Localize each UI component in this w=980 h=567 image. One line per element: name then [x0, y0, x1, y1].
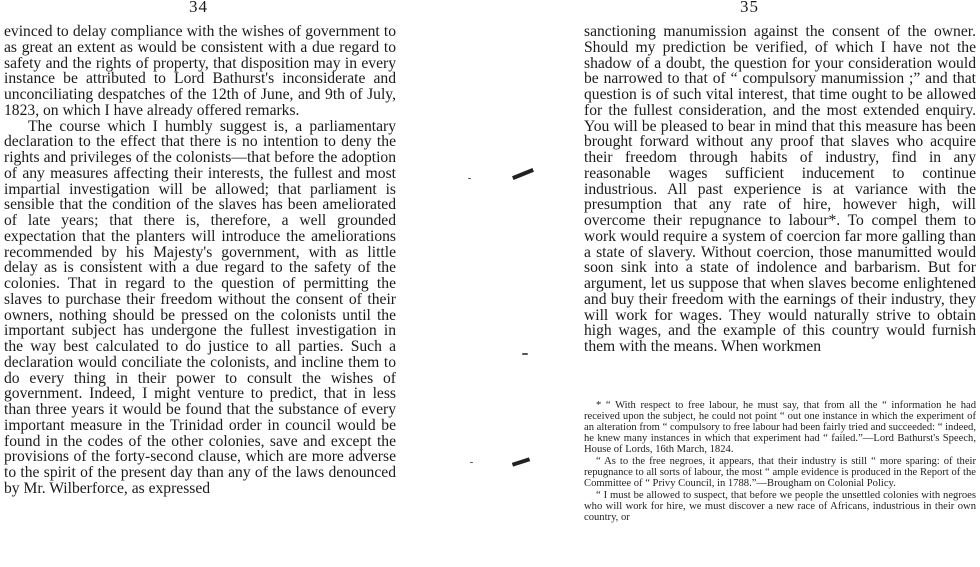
left-page: [0, 0, 410, 567]
paragraph: evinced to delay compliance with the wishes of government to as great an extent as would be consistent with a due regard to safety and the rights of property, that disposition may in every instance be attributed to Lord Bathurst's inconsiderate and unconciliating despatches of the 12th of June, and 9th of July, 1823, on which I have already offered remarks.: [4, 23, 396, 119]
ink-mark: [512, 168, 534, 180]
page-number: 35: [740, 0, 759, 16]
right-page: [560, 0, 980, 567]
body-text: [4, 24, 396, 497]
footnote: * “ With respect to free labour, he must say, that from all the “ information he had received upon the subject, he could not point “ out one instance in which the experiment of an alteration from “ compulsory to free labour had been fairly tried and succeeded: “ indeed, he knew many instances in which that experiment had “ failed.”—Lord Bathurst's Speech, House of Lords, 16th March, 1824.: [584, 400, 976, 456]
ink-mark: [522, 353, 528, 355]
ink-mark: [512, 457, 530, 466]
footnotes: [584, 400, 976, 525]
body-text: [584, 24, 976, 355]
paragraph: sanctioning manumission against the consent of the owner. Should my prediction be verified, of which I have not the shadow of a doubt, the question for your consideration would be narrowed to that of “ compulsory manumission ;” and that question is of such vital interest, that time ought to be allowed for the fullest consideration, and the most extended enquiry. You will be pleased to bear in mind that this measure has been brought forward without any proof that slaves who acquire their freedom through habits of industry, find in any reasonable wages sufficient inducement to continue industrious. All past experience is at variance with the presumption that any rate of hire, however high, will overcome their repugnance to labour*. To compel them to work would require a system of coercion far more galling than a state of slavery. Without coercion, those manumitted would soon sink into a state of indolence and barbarism. But for argument, let us suppose that when slaves become enlightened and buy their freedom with the earnings of their industry, they will work for wages. They would naturally strive to obtain high wages, and the example of this country would furnish them with the means. When workmen: [584, 23, 976, 355]
ink-mark: [470, 462, 473, 463]
paragraph: The course which I humbly suggest is, a parliamentary declaration to the effect that there is no intention to deny the rights and privileges of the colonists—that before the adoption of any measures affecting their interests, the fullest and most impartial investigation will be allowed; that parliament is sensible that the condition of the slaves has been ameliorated of late years; that there is, therefore, a well grounded expectation that the planters will introduce the ameliorations recommended by his Majesty's government, with as little delay as is consistent with a due regard to the safety of the colonies. That in regard to the question of permitting the slaves to purchase their freedom without the consent of their owners, nothing should be pressed on the colonists until the important subject has undergone the fullest investigation in the way best calculated to do justice to all parties. Such a declaration would conciliate the colonists, and incline them to do every thing in their power to consult the wishes of government. Indeed, I might venture to predict, that in less than three years it would be found that the substance of every important measure in the Trinidad order in council would be found in the codes of the other colonies, save and except the provisions of the forty-second clause, which are more adverse to the spirit of the present day than any of the laws denounced by Mr. Wilberforce, as expressed: [4, 117, 396, 497]
footnote: “ As to the free negroes, it appears, that their industry is still “ more sparing: of their repugnance to all sorts of labour, the most “ ample evidence is produced in the Report of the Committee of “ Privy Council, in 1788.”—Brougham on Colonial Policy.: [584, 456, 976, 490]
ink-mark: [468, 178, 471, 179]
page-number: 34: [189, 0, 208, 16]
footnote: “ I must be allowed to suspect, that before we people the unsettled colonies with negroes who will work for hire, we must discover a new race of Africans, industrious in their own country, or: [584, 490, 976, 524]
